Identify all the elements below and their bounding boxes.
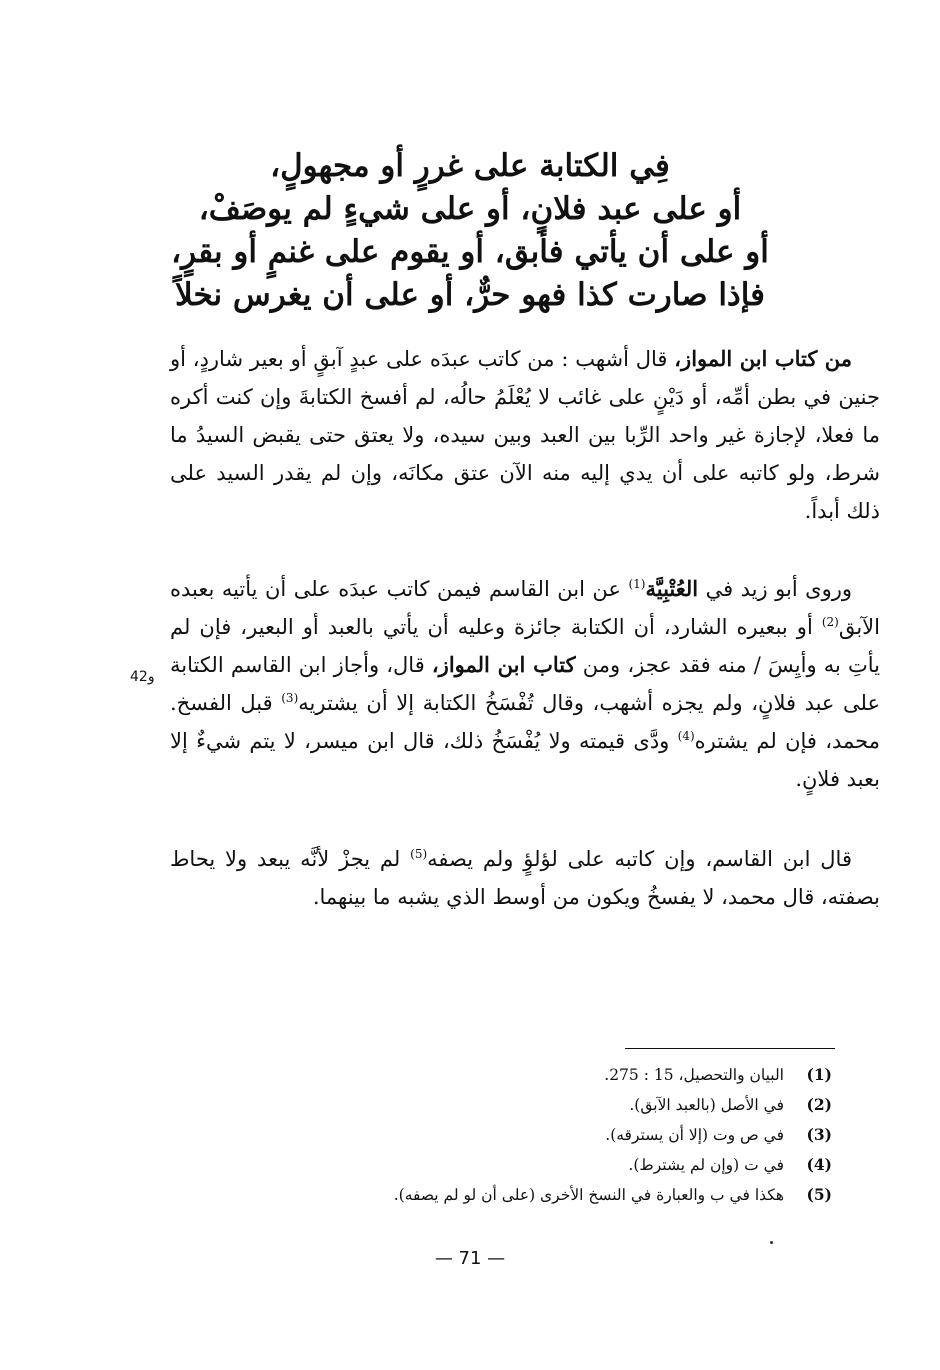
- paragraph-text: أو ببعيره الشارد، أن الكتابة جائزة وعليه أن يأتي بالعبد أو البعير، فإن لم يأتِ به وأيِسَ / منه فقد عجز، ومن: [170, 615, 881, 677]
- paragraph-text: لم يجزْ لأنَّه يبعد ولا يحاط بصفته، قال محمد، لا يفسخُ ويكون من أوسط الذي يشبه ما بينهما.: [170, 847, 880, 909]
- footnote-item: [272, 1180, 832, 1210]
- footnote-marker: (3): [281, 691, 299, 705]
- footnote-number: (5): [806, 1185, 832, 1204]
- footnote-item: [272, 1120, 832, 1150]
- paragraph-text: وروى أبو زيد في: [698, 577, 853, 601]
- footnote-separator: [625, 1048, 835, 1049]
- scan-speck: [770, 1241, 773, 1244]
- page-number: — 71 —: [434, 1248, 506, 1269]
- manuscript-folio-marker: 42و: [130, 669, 155, 685]
- footnote-marker: (2): [821, 615, 839, 629]
- footnote-text: البيان والتحصيل، 15 : 275.: [604, 1066, 784, 1084]
- paragraph-text: قال أشهب : من كاتب عبدَه على عبدٍ آبقٍ أو بعير شاردٍ، أو جنين في بطن أمِّه، أو دَيْنٍ على غائب لا يُعْلَمُ حالُه، لم أفسخ الكتابةَ وإن كنت أكره ما فعلا، لإجازة غير واحد الرِّبا بين العبد وبين سيده، ولا يعتق حتى يقبض السيدُ ما شرط، ولو كاتبه على أن يدي إليه منه الآن عتق مكانَه، وإن لم يقدر السيد على ذلك أبداً.: [170, 347, 880, 523]
- paragraph-1: [170, 340, 880, 530]
- footnote-number: (2): [806, 1095, 832, 1114]
- footnote-text: هكذا في ب والعبارة في النسخ الأخرى (على أن لو لم يصفه).: [393, 1186, 784, 1204]
- title-line: فإذا صارت كذا فهو حرٌّ، أو على أن يغرس نخلاً: [175, 277, 765, 313]
- paragraph-text: قال ابن القاسم، وإن كاتبه على لؤلؤٍ ولم يصفه: [427, 847, 852, 871]
- footnote-text: في ص وت (إلا أن يسترقه).: [605, 1126, 784, 1144]
- footnote-text: في الأصل (بالعبد الآبق).: [629, 1096, 784, 1114]
- footnotes-list: [272, 1060, 832, 1210]
- paragraph-text: ودَّى قيمته ولا يُفْسَخُ ذلك، قال ابن ميسر، لا يتم شيءٌ إلا بعبد فلانٍ.: [170, 729, 880, 791]
- title-line: فِي الكتابة على غررٍ أو مجهولٍ،: [270, 148, 670, 184]
- paragraph-2: [170, 570, 880, 798]
- source-reference: كتاب ابن المواز،: [431, 652, 576, 677]
- paragraph-text: عن ابن القاسم فيمن كاتب عبدَه على أن يأتيه بعبده الآبق: [170, 577, 880, 639]
- footnote-number: (4): [806, 1155, 832, 1174]
- footnote-marker: (1): [628, 577, 646, 591]
- title-line: أو على أن يأتي فأبق، أو يقوم على غنمٍ أو بقرٍ،: [171, 234, 769, 270]
- title-line: أو على عبد فلانٍ، أو على شيءٍ لم يوصَفْ،: [198, 191, 742, 227]
- chapter-title: [150, 145, 790, 317]
- paragraph-text: قال، وأجاز ابن القاسم الكتابة على عبد فلانٍ، ولم يجزه أشهب، وقال تُفْسَخُ الكتابة إلا أن يشتريه: [170, 653, 881, 715]
- footnote-number: (3): [806, 1125, 832, 1144]
- paragraph-text: قبل الفسخ. محمد، فإن لم يشتره: [170, 691, 880, 753]
- footnote-item: [272, 1060, 832, 1090]
- source-reference: العُتْبِيَّة: [645, 576, 699, 601]
- footnote-item: [272, 1150, 832, 1180]
- footnote-number: (1): [806, 1065, 832, 1084]
- footnote-marker: (4): [677, 729, 695, 743]
- paragraph-3: [170, 840, 880, 916]
- footnote-marker: (5): [410, 847, 428, 861]
- source-reference: من كتاب ابن المواز،: [674, 346, 853, 371]
- footnote-item: [272, 1090, 832, 1120]
- footnote-text: في ت (وإن لم يشترط).: [628, 1156, 784, 1174]
